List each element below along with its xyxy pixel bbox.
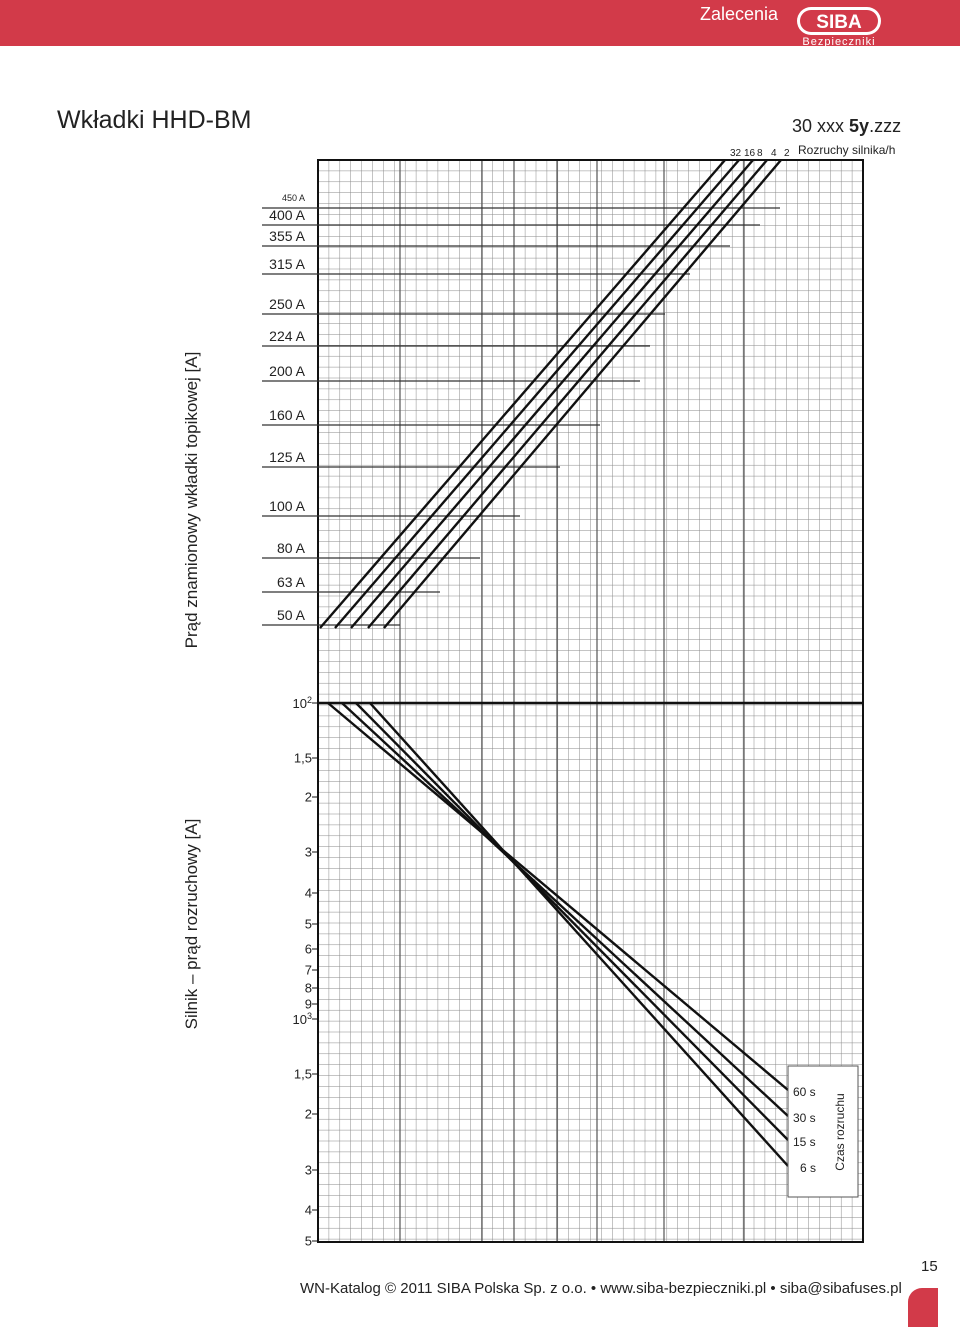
fuse-rating-label: 450 A (281, 193, 305, 203)
fuse-rating-label: 100 A (269, 498, 305, 514)
starts-line-4 (368, 160, 767, 628)
starting-current-axis-label: Silnik – prąd rozruchowy [A] (182, 818, 201, 1030)
start-time-line-15s (356, 703, 788, 1140)
fuse-rating-label: 400 A (269, 207, 305, 223)
fuse-rating-label: 355 A (269, 228, 305, 244)
starting-current-tick-label: 1,5 (293, 1066, 312, 1082)
logo-text: SIBA (816, 12, 862, 33)
starts-line-16 (335, 160, 739, 628)
starting-current-tick-label: 3 (304, 1162, 312, 1178)
page-number: 15 (921, 1258, 938, 1275)
starts-value-label: 2 (784, 148, 790, 159)
fuse-rating-label: 200 A (269, 363, 305, 379)
starting-current-tick-label: 3 (304, 844, 312, 860)
starting-current-tick-label: $10^3$ (292, 1010, 312, 1028)
fuse-current-axis-label: Prąd znamionowy wkładki topikowej [A] (182, 351, 201, 649)
product-code: 30 xxx 5y.zzz (792, 116, 902, 136)
starts-value-label: 4 (771, 148, 777, 159)
starts-value-label: 32 (730, 148, 742, 159)
fuse-rating-label: 224 A (269, 328, 305, 344)
starting-current-tick-label: 9 (304, 996, 312, 1012)
fuse-rating-label: 160 A (269, 407, 305, 423)
start-time-label: 60 s (793, 1085, 816, 1099)
fuse-rating-label: 50 A (276, 607, 305, 623)
page-title: Wkładki HHD-BM (57, 106, 252, 134)
fuse-rating-label: 250 A (269, 296, 305, 312)
start-time-label: 15 s (793, 1135, 816, 1149)
starting-current-tick-label: 5 (304, 1233, 312, 1249)
starting-current-tick-label: $10^2$ (292, 694, 312, 712)
corner-accent (908, 1288, 938, 1327)
fuse-rating-label: 315 A (269, 256, 305, 272)
starting-current-tick-label: 2 (304, 1106, 312, 1122)
starts-line-8 (351, 160, 753, 628)
start-time-legend-title: Czas rozruchu (833, 1093, 847, 1171)
starting-current-tick-label: 8 (304, 980, 312, 996)
start-time-line-6s (370, 703, 788, 1166)
starting-current-tick-label: 4 (304, 1202, 312, 1218)
fuse-rating-label: 63 A (276, 574, 305, 590)
starts-per-hour-label: Rozruchy silnika/h (798, 143, 896, 157)
fuse-rating-label: 125 A (269, 449, 305, 465)
starting-current-tick-label: 4 (304, 885, 312, 901)
start-time-label: 30 s (793, 1111, 816, 1125)
starting-current-tick-label: 1,5 (293, 750, 312, 766)
start-time-label: 6 s (800, 1161, 817, 1175)
starting-current-tick-label: 6 (304, 941, 312, 957)
logo-subtitle: Bezpieczniki (802, 36, 876, 48)
footer: WN-Katalog © 2011 SIBA Polska Sp. z o.o. • www.siba-bezpieczniki.pl • siba@sibafuses.pl (300, 1280, 902, 1297)
starting-current-tick-label: 5 (304, 916, 312, 932)
starts-value-label: 16 (744, 148, 756, 159)
starts-value-label: 8 (757, 148, 763, 159)
starting-current-tick-label: 2 (304, 789, 312, 805)
fuse-rating-label: 80 A (276, 540, 305, 556)
starting-current-tick-label: 7 (304, 962, 312, 978)
section-title: Zalecenia (699, 4, 778, 24)
